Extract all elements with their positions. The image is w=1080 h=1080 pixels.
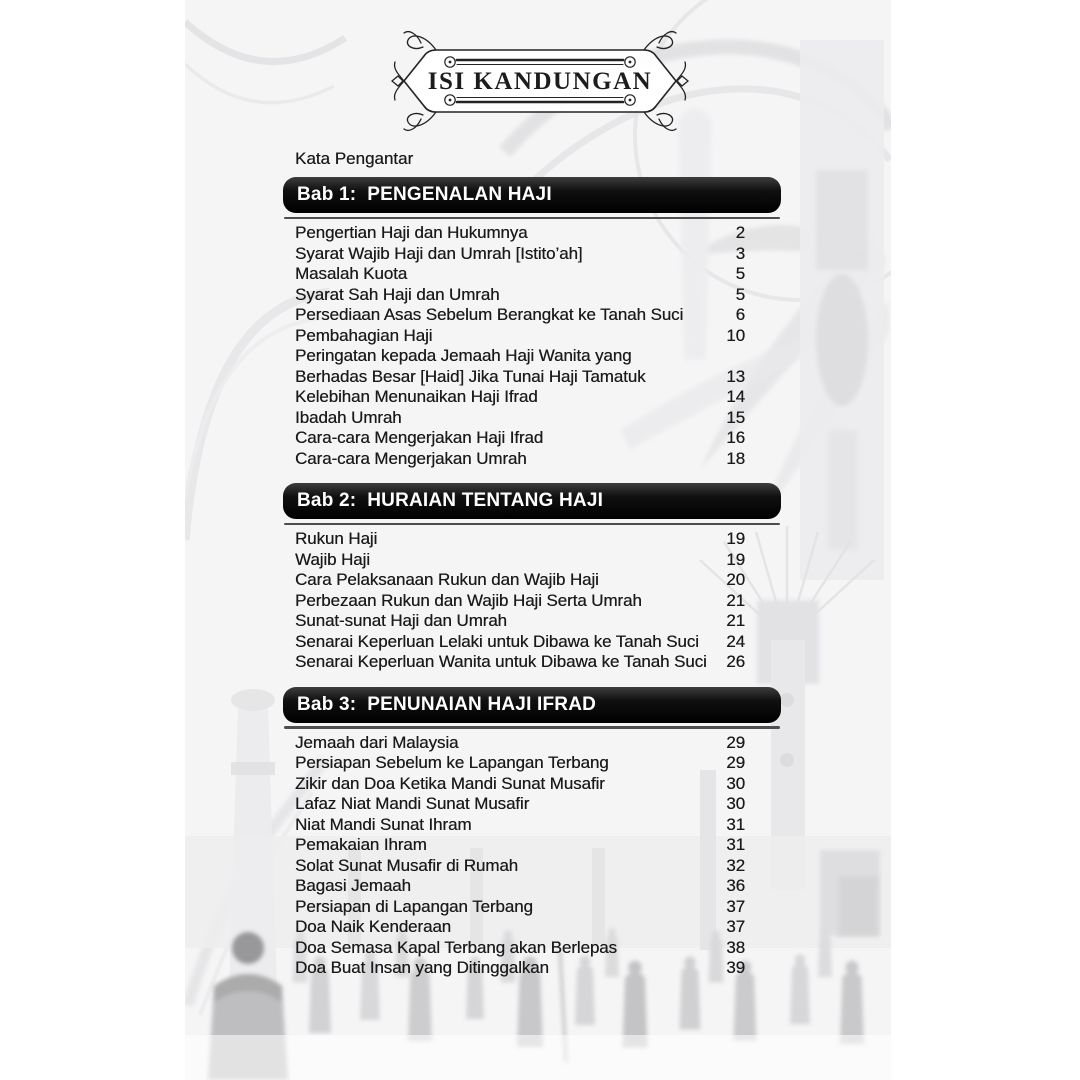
toc-entry-page-number: 20 [726,570,745,589]
section-heading-label: Bab 2: HURAIAN TENTANG HAJI [297,490,604,511]
toc-entry-page-number: 29 [726,732,745,752]
toc-entry [295,774,745,795]
toc-entry [295,856,745,877]
toc-entry [295,244,745,265]
section-heading-bar [283,177,781,213]
toc-entry-label: Pengertian Haji dan Hukumnya [295,223,528,242]
toc-entry-page-number: 37 [726,917,745,936]
toc-entry-page-number: 15 [726,407,745,427]
toc-entry-label: Doa Naik Kenderaan [295,917,452,936]
toc-entry [295,408,745,429]
toc-entry [295,305,745,326]
toc-entry-label: Cara-cara Mengerjakan Umrah [295,448,527,468]
toc-entry-page-number: 31 [726,814,745,834]
section-heading-bar [283,687,781,723]
toc-entry-page-number: 21 [726,590,745,610]
preface-entry: Kata Pengantar [295,149,414,168]
toc-entry-label: Syarat Sah Haji dan Umrah [295,284,500,304]
toc-entry-label: Bagasi Jemaah [295,876,411,895]
toc-entry-page-number: 6 [735,305,745,324]
toc-entry-page-number: 37 [726,896,745,916]
toc-entry-page-number: 29 [726,753,745,772]
section-heading-bar [283,483,781,519]
toc-entry-label: Persiapan Sebelum ke Lapangan Terbang [295,753,609,772]
toc-entry [295,794,745,815]
toc-entry [295,815,745,836]
toc-entry [295,938,745,959]
toc-section [283,687,781,979]
toc-entry [295,550,745,571]
toc-entry-page-number: 14 [726,387,745,406]
toc-entry-label: Pemakaian Ihram [295,835,427,854]
toc-entry [295,876,745,897]
toc-entry-page-number: 39 [726,958,745,977]
toc-entry-label: Persediaan Asas Sebelum Berangkat ke Tanah Suci [295,305,684,324]
toc-entry [295,611,745,632]
toc-entry-page-number: 5 [735,264,745,283]
toc-entry [295,753,745,774]
toc-entry-label: Zikir dan Doa Ketika Mandi Sunat Musafir [295,773,605,793]
toc-entry-page-number: 30 [726,773,745,793]
toc-entry-page-number: 16 [726,428,745,447]
section-heading-label: Bab 3: PENUNAIAN HAJI IFRAD [297,693,597,715]
toc-entry-page-number: 18 [726,448,745,468]
toc-entry [295,223,745,244]
toc-entry [295,428,745,449]
toc-entry [295,917,745,938]
toc-entry-label: Wajib Haji [295,549,370,569]
toc-entry-label: Syarat Wajib Haji dan Umrah [Istito’ah] [295,243,583,263]
toc-entry-label: Cara Pelaksanaan Rukun dan Wajib Haji [295,570,599,589]
toc-entry [295,733,745,754]
toc-entry-label: Ibadah Umrah [295,407,402,427]
toc-entry-page-number: 32 [726,855,745,875]
toc-entry [295,529,745,550]
toc-entry [295,285,745,306]
toc-entry [295,387,745,408]
toc-entry-label: Doa Semasa Kapal Terbang akan Berlepas [295,937,617,957]
toc-entry-label: Pembahagian Haji [295,325,433,345]
toc-section [283,483,781,673]
toc-entry [295,958,745,979]
toc-entry [295,449,745,470]
toc-entry-label: Senarai Keperluan Lelaki untuk Dibawa ke Tanah Suci [295,631,699,651]
toc-entry-label: Sunat-sunat Haji dan Umrah [295,611,507,630]
toc-entry-label: Jemaah dari Malaysia [295,732,459,752]
toc-entry-page-number: 21 [726,611,745,630]
section-entries [283,529,781,673]
toc-entry-page-number: 38 [726,937,745,957]
toc-entry-label: Masalah Kuota [295,264,408,283]
toc-entry-label: Rukun Haji [295,529,378,548]
toc-entry-page-number: 24 [726,631,745,651]
page-title: ISI KANDUNGAN [427,68,653,95]
toc-entry [295,264,745,285]
toc-entry-page-number: 31 [726,835,745,854]
toc-entry-label: Cara-cara Mengerjakan Haji Ifrad [295,428,544,447]
toc-entry-label: Peringatan kepada Jemaah Haji Wanita yang [295,346,632,365]
toc-entry-page-number: 13 [726,366,745,386]
toc-entry-label: Perbezaan Rukun dan Wajib Haji Serta Umrah [295,590,642,610]
toc-entry [295,591,745,612]
toc-entry-page-number: 19 [726,529,745,548]
toc-entry-label: Senarai Keperluan Wanita untuk Dibawa ke Tanah Suci [295,652,707,671]
toc-content [283,148,781,979]
toc-section [283,177,781,469]
toc-entry-label: Lafaz Niat Mandi Sunat Musafir [295,794,530,813]
toc-entry-page-number: 3 [735,243,745,263]
toc-entry-label: Kelebihan Menunaikan Haji Ifrad [295,387,538,406]
toc-entry [295,897,745,918]
section-heading-label: Bab 1: PENGENALAN HAJI [297,184,552,205]
toc-entry [295,367,745,388]
toc-entry [295,570,745,591]
section-entries [283,223,781,469]
toc-entry [295,346,745,367]
toc-entry-label: Berhadas Besar [Haid] Jika Tunai Haji Tamatuk [295,366,646,386]
toc-entry [295,835,745,856]
toc-entry [295,652,745,673]
toc-entry-page-number: 10 [726,325,745,345]
toc-entry-label: Doa Buat Insan yang Ditinggalkan [295,958,549,977]
title-ornament [390,24,690,138]
toc-entry-label: Solat Sunat Musafir di Rumah [295,855,519,875]
toc-entry-page-number: 36 [726,876,745,895]
toc-entry-page-number: 19 [726,549,745,569]
section-entries [283,733,781,979]
toc-sections [283,177,781,979]
toc-entry-label: Niat Mandi Sunat Ihram [295,814,472,834]
toc-entry-page-number: 5 [735,284,745,304]
toc-entry-page-number: 26 [726,652,745,671]
toc-entry [295,632,745,653]
toc-entry-label: Persiapan di Lapangan Terbang [295,896,533,916]
toc-entry-page-number: 30 [726,794,745,813]
toc-entry-page-number: 2 [735,223,745,242]
toc-entry [295,326,745,347]
